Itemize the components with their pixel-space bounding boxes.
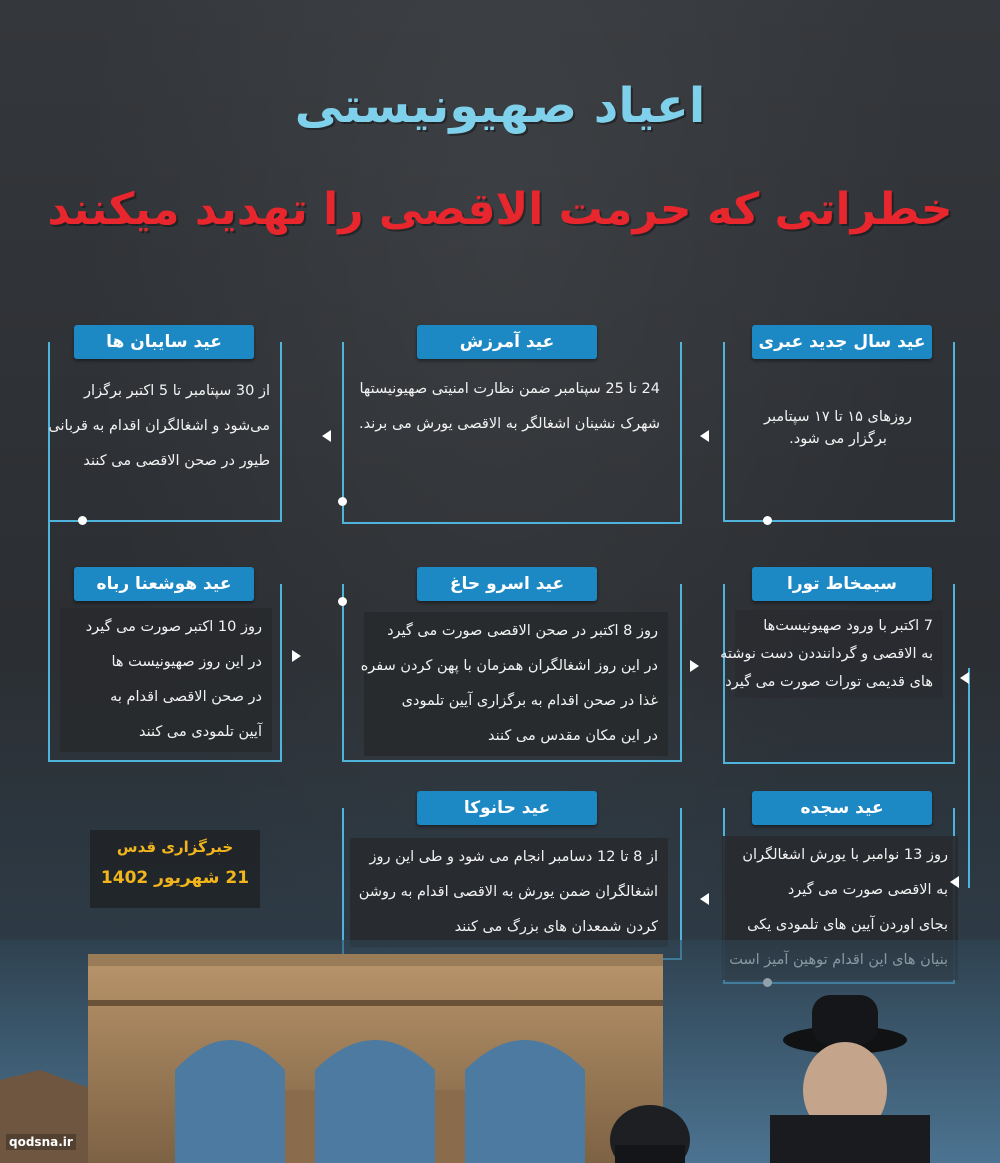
- card-title-sigd: عید سجده: [752, 791, 932, 825]
- text-line: روز 13 نوامبر با یورش اشغالگران: [742, 847, 948, 863]
- card-title-isru-chag: عید اسرو حاغ: [417, 567, 597, 601]
- agency-name: خبرگزاری قدس: [116, 838, 234, 856]
- text-line: طیور در صحن الاقصی می کنند: [83, 453, 270, 469]
- text-line: 7 اکتبر با ورود صهیونیست‌ها: [763, 618, 933, 634]
- text-line: به الاقصی و گرداننددن دست نوشته: [720, 646, 933, 662]
- text-line: بجای اوردن آیین های تلمودی یکی: [747, 917, 948, 933]
- text-line: غذا در صحن اقدام به برگزاری آیین تلمودی: [401, 693, 658, 709]
- text-line: آیین تلمودی می کنند: [139, 724, 262, 740]
- card-text-hanukkah: [350, 838, 668, 947]
- timeline-dot: [78, 516, 87, 525]
- arrow-left-icon: [700, 893, 709, 905]
- timeline-dot: [338, 597, 347, 606]
- card-title-hoshana-rabbah: عید هوشعنا رباه: [74, 567, 254, 601]
- text-line: به الاقصی صورت می گیرد: [787, 882, 948, 898]
- text-line: اشغالگران ضمن یورش به الاقصی اقدام به روشن: [358, 884, 658, 900]
- text-line: می‌شود و اشغالگران اقدام به قربانی: [48, 418, 270, 434]
- card-title-atonement: عید آمرزش: [417, 325, 597, 359]
- text-line: روز 8 اکتبر در صحن الاقصی صورت می گیرد: [387, 623, 658, 639]
- card-title-simchat-torah: سیمخاط تورا: [752, 567, 932, 601]
- card-text-tabernacles: [48, 372, 280, 481]
- text-line: در این مکان مقدس می کنند: [488, 728, 658, 744]
- text-line: 24 تا 25 سپتامبر ضمن نظارت امنیتی صهیونیستها: [359, 381, 660, 397]
- card-text-atonement: [344, 370, 670, 444]
- card-text-new-year: [735, 404, 941, 452]
- page-subtitle: خطراتی که حرمت الاقصی را تهدید میکنند: [47, 184, 953, 235]
- card-text-hoshana-rabbah: [60, 608, 272, 752]
- card-title-new-year: عید سال جدید عبری: [752, 325, 932, 359]
- arrow-left-icon: [950, 876, 959, 888]
- arrow-right-icon: [690, 660, 699, 672]
- text-line: روز 10 اکتبر صورت می گیرد: [85, 619, 262, 635]
- timeline-dot: [338, 497, 347, 506]
- text-line: شهرک نشینان اشغالگر به الاقصی یورش می برند.: [359, 416, 660, 432]
- arrow-left-icon: [322, 430, 331, 442]
- text-line: روزهای ۱۵ تا ۱۷ سپتامبر: [764, 409, 912, 425]
- card-title-hanukkah: عید حانوکا: [417, 791, 597, 825]
- text-line: کردن شمعدان های بزرگ می کنند: [454, 919, 658, 935]
- page-title: اعیاد صهیونیستی: [294, 78, 706, 134]
- card-text-simchat-torah: [720, 610, 943, 698]
- text-line: در این روز اشغالگران همزمان با پهن کردن سفره: [360, 658, 658, 674]
- arches-illustration: [0, 940, 1000, 1163]
- card-text-isru-chag: [360, 612, 668, 756]
- arches-graphic: [0, 940, 1000, 1163]
- arrow-left-icon: [700, 430, 709, 442]
- arrow-right-icon: [292, 650, 301, 662]
- connector-right: [968, 668, 970, 888]
- watermark: qodsna.ir: [6, 1134, 76, 1150]
- connector-left: [48, 480, 50, 640]
- arrow-left-icon: [960, 672, 969, 684]
- text-line: از 8 تا 12 دسامبر انجام می شود و طی این روز: [369, 849, 658, 865]
- agency-box: [90, 830, 260, 908]
- card-title-tabernacles: عید سایبان ها: [74, 325, 254, 359]
- text-line: های قدیمی تورات صورت می گیرد: [725, 674, 933, 690]
- publish-date: 21 شهریور 1402: [100, 868, 250, 888]
- text-line: در این روز صهیونیست ها: [111, 654, 262, 670]
- text-line: از 30 سپتامبر تا 5 اکتبر برگزار: [84, 383, 270, 399]
- text-line: در صحن الاقصی اقدام به: [110, 689, 262, 705]
- timeline-dot: [763, 516, 772, 525]
- text-line: برگزار می شود.: [789, 431, 887, 447]
